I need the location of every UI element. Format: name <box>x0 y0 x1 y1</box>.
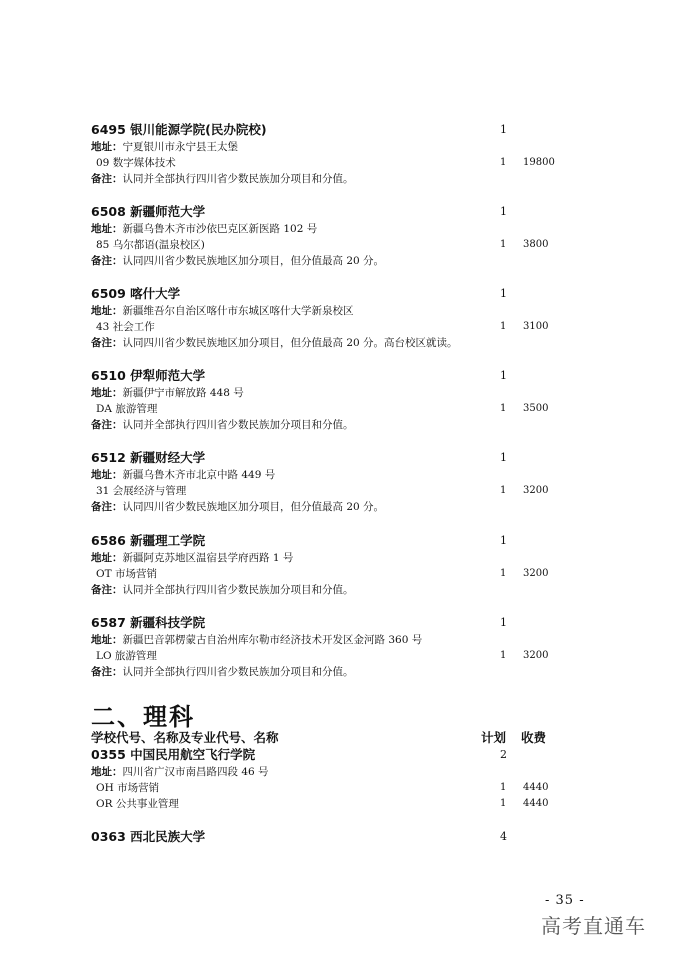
address-label: 地址： <box>91 766 123 778</box>
address-label: 地址： <box>91 387 123 399</box>
address-text: 新疆伊宁市解放路 448 号 <box>122 387 244 399</box>
school-note <box>91 171 571 187</box>
column-header-school: 学校代号、名称及专业代号、名称 <box>91 730 279 745</box>
school-address <box>91 303 571 319</box>
major-row <box>91 483 571 499</box>
school-code-name: 0363 西北民族大学 <box>91 829 206 844</box>
school-entry <box>91 828 571 846</box>
school-header <box>91 367 571 385</box>
note-text: 认同并全部执行四川省少数民族加分项目和分值。 <box>122 419 354 431</box>
school-code-name: 6508 新疆师范大学 <box>91 204 206 219</box>
address-label: 地址： <box>91 223 123 235</box>
school-address <box>91 221 571 237</box>
address-text: 宁夏银川市永宁县王太堡 <box>122 141 238 153</box>
school-plan: 1 <box>500 205 507 218</box>
school-note <box>91 499 571 515</box>
school-entry <box>91 121 571 187</box>
note-label: 备注： <box>91 337 123 349</box>
school-entry <box>91 449 571 515</box>
major-name: OR 公共事业管理 <box>96 798 179 810</box>
school-entry <box>91 746 571 812</box>
school-header <box>91 203 571 221</box>
school-code-name: 6510 伊犁师范大学 <box>91 368 206 383</box>
major-name: 43 社会工作 <box>96 321 155 333</box>
school-header <box>91 532 571 550</box>
major-row <box>91 401 571 417</box>
note-text: 认同并全部执行四川省少数民族加分项目和分值。 <box>122 584 354 596</box>
major-fee: 3200 <box>523 650 549 661</box>
school-note <box>91 417 571 433</box>
note-text: 认同四川省少数民族地区加分项目，但分值最高 20 分。 <box>122 501 385 513</box>
note-label: 备注： <box>91 584 123 596</box>
major-row <box>91 566 571 582</box>
school-entry <box>91 532 571 598</box>
major-name: 85 乌尔都语(温泉校区) <box>96 239 205 251</box>
major-name: OT 市场营销 <box>96 568 157 580</box>
major-name: DA 旅游管理 <box>96 403 158 415</box>
major-fee: 3800 <box>523 239 549 250</box>
school-entry <box>91 285 571 351</box>
major-plan: 1 <box>500 798 507 809</box>
note-text: 认同并全部执行四川省少数民族加分项目和分值。 <box>122 173 354 185</box>
school-code-name: 6509 喀什大学 <box>91 286 181 301</box>
school-plan: 1 <box>500 616 507 629</box>
school-header <box>91 449 571 467</box>
note-label: 备注： <box>91 255 123 267</box>
note-label: 备注： <box>91 173 123 185</box>
major-fee: 3200 <box>523 485 549 496</box>
major-row <box>91 648 571 664</box>
school-address <box>91 764 571 780</box>
address-label: 地址： <box>91 469 123 481</box>
column-header-fee: 收费 <box>521 730 547 745</box>
school-plan: 1 <box>500 534 507 547</box>
address-text: 新疆维吾尔自治区喀什市东城区喀什大学新泉校区 <box>122 305 354 317</box>
school-code-name: 6586 新疆理工学院 <box>91 533 206 548</box>
school-plan: 1 <box>500 451 507 464</box>
major-fee: 4440 <box>523 798 549 809</box>
school-address <box>91 632 571 648</box>
major-name: OH 市场营销 <box>96 782 160 794</box>
school-address <box>91 139 571 155</box>
major-fee: 19800 <box>523 157 555 168</box>
major-fee: 3200 <box>523 568 549 579</box>
address-text: 新疆乌鲁木齐市沙依巴克区新医路 102 号 <box>122 223 318 235</box>
major-fee: 3100 <box>523 321 549 332</box>
school-header <box>91 828 571 846</box>
major-fee: 4440 <box>523 782 549 793</box>
page-number: - 35 - <box>545 893 585 908</box>
major-plan: 1 <box>500 321 507 332</box>
school-code-name: 6512 新疆财经大学 <box>91 450 206 465</box>
school-header <box>91 285 571 303</box>
section-title: 二、理科 <box>91 703 195 731</box>
address-text: 四川省广汉市南昌路四段 46 号 <box>122 766 269 778</box>
school-code-name: 0355 中国民用航空飞行学院 <box>91 747 256 762</box>
school-code-name: 6587 新疆科技学院 <box>91 615 206 630</box>
note-label: 备注： <box>91 419 123 431</box>
major-plan: 1 <box>500 568 507 579</box>
address-label: 地址： <box>91 305 123 317</box>
major-plan: 1 <box>500 782 507 793</box>
major-fee: 3500 <box>523 403 549 414</box>
school-entry <box>91 367 571 433</box>
address-text: 新疆巴音郭楞蒙古自治州库尔勒市经济技术开发区金河路 360 号 <box>122 634 423 646</box>
major-row <box>91 796 571 812</box>
school-plan: 1 <box>500 369 507 382</box>
major-name: 31 会展经济与管理 <box>96 485 187 497</box>
column-header <box>91 728 571 746</box>
address-text: 新疆乌鲁木齐市北京中路 449 号 <box>122 469 276 481</box>
note-label: 备注： <box>91 666 123 678</box>
column-header-plan: 计划 <box>481 730 507 745</box>
major-row <box>91 237 571 253</box>
major-row <box>91 780 571 796</box>
school-address <box>91 385 571 401</box>
school-note <box>91 253 571 269</box>
school-header <box>91 746 571 764</box>
major-name: LO 旅游管理 <box>96 650 157 662</box>
watermark-text: 高考直通车 <box>541 914 646 938</box>
address-label: 地址： <box>91 552 123 564</box>
major-plan: 1 <box>500 157 507 168</box>
school-note <box>91 582 571 598</box>
school-code-name: 6495 银川能源学院(民办院校) <box>91 122 267 137</box>
note-text: 认同四川省少数民族地区加分项目，但分值最高 20 分。 <box>122 255 385 267</box>
major-row <box>91 155 571 171</box>
address-text: 新疆阿克苏地区温宿县学府西路 1 号 <box>122 552 294 564</box>
school-plan: 1 <box>500 123 507 136</box>
school-note <box>91 335 571 351</box>
major-plan: 1 <box>500 650 507 661</box>
school-plan: 2 <box>500 748 507 761</box>
major-row <box>91 319 571 335</box>
school-note <box>91 664 571 680</box>
school-header <box>91 614 571 632</box>
major-name: 09 数字媒体技术 <box>96 157 176 169</box>
address-label: 地址： <box>91 634 123 646</box>
school-address <box>91 467 571 483</box>
school-header <box>91 121 571 139</box>
school-plan: 4 <box>500 830 507 843</box>
note-text: 认同四川省少数民族地区加分项目，但分值最高 20 分。高台校区就读。 <box>122 337 458 349</box>
school-plan: 1 <box>500 287 507 300</box>
address-label: 地址： <box>91 141 123 153</box>
school-entry <box>91 614 571 680</box>
note-text: 认同并全部执行四川省少数民族加分项目和分值。 <box>122 666 354 678</box>
note-label: 备注： <box>91 501 123 513</box>
school-address <box>91 550 571 566</box>
major-plan: 1 <box>500 403 507 414</box>
school-entry <box>91 203 571 269</box>
major-plan: 1 <box>500 239 507 250</box>
major-plan: 1 <box>500 485 507 496</box>
